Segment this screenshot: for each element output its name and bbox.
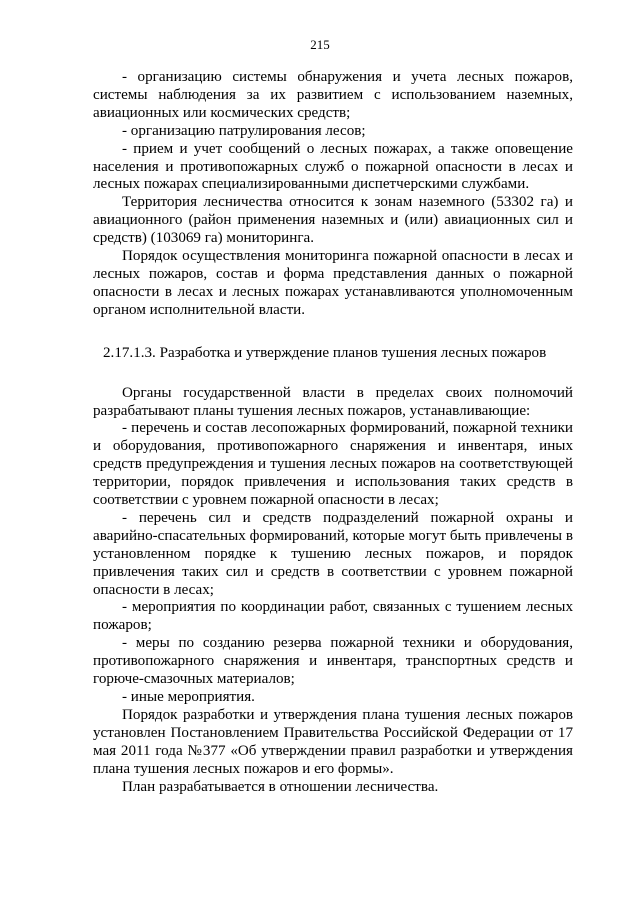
page-number: 215 [310,37,330,52]
section-heading: 2.17.1.3. Разработка и утверждение планов тушения лесных пожаров [103,344,547,361]
paragraph-detection-system: - организацию системы обнаружения и учета лесных пожаров, системы наблюдения за их развитием с использованием наземных, авиационных или космических средств; [93,69,573,121]
paragraph-authorities: Органы государственной власти в пределах своих полномочий разрабатывают планы тушения лесных пожаров, устанавливающие: [93,384,573,419]
paragraph-plan-scope: План разрабатывается в отношении лесничества. [122,778,439,795]
paragraph-list-formations: - перечень и состав лесопожарных формирований, пожарной техники и оборудования, противопожарного снаряжения и инвентаря, иных средств предупреждения и тушения лесных пожаров на соответствующей территории, порядок привлечения и использования таких средств в соответствии с уровнем пожарной опасности в лесах; [93,420,573,509]
paragraph-monitoring-procedure: Порядок осуществления мониторинга пожарной опасности в лесах и лесных пожаров, состав и форма представления данных о пожарной опасности в лесах и лесных пожарах устанавливаются уполномоченным органом исполнительной власти. [93,248,573,318]
paragraph-list-forces: - перечень сил и средств подразделений пожарной охраны и аварийно-спасательных формирований, которые могут быть привлечены в установленном порядке к тушению лесных пожаров, и порядок привлечения таких сил и средств в соответствии с уровнем пожарной опасности в лесах; [93,509,573,598]
paragraph-other-measures: - иные мероприятия. [122,689,255,705]
paragraph-approval-procedure: Порядок разработки и утверждения плана тушения лесных пожаров установлен Постановлением Правительства Российской Федерации от 17 мая 2011 года №377 «Об утверждении правил разработки и утверждения плана тушения лесных пожаров и его формы». [93,706,573,777]
paragraph-coordination: - мероприятия по координации работ, связанных с тушением лесных пожаров; [93,599,573,634]
paragraph-reserve: - меры по созданию резерва пожарной техники и оборудования, противопожарного снаряжения и инвентаря, транспортных средств и горюче-смазочных материалов; [93,635,573,688]
paragraph-territory-zones: Территория лесничества относится к зонам наземного (53302 га) и авиационного (район применения наземных и (или) авиационных сил и средств) (103069 га) мониторинга. [93,194,573,247]
paragraph-reports: - прием и учет сообщений о лесных пожарах, а также оповещение населения и противопожарных служб о пожарной опасности в лесах и лесных пожарах специализированными диспетчерскими службами. [93,140,573,193]
document-body [93,69,573,796]
paragraph-patrol: - организацию патрулирования лесов; [122,122,366,139]
